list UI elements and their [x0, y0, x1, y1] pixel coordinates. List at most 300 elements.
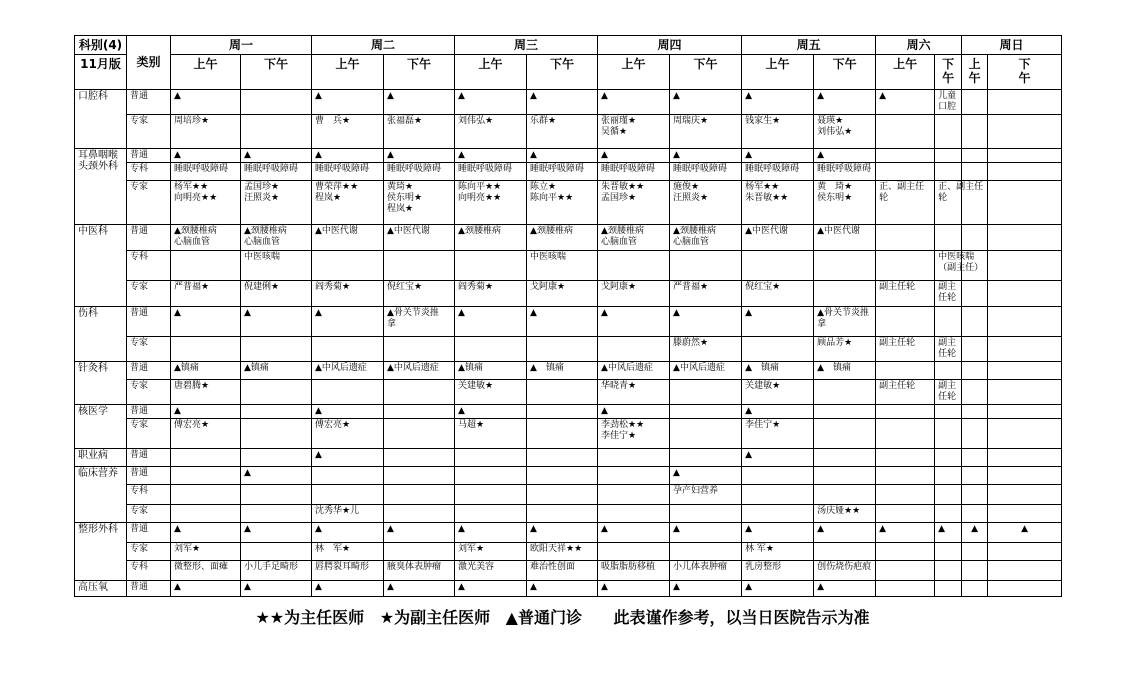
schedule-cell: ▲ — [742, 523, 814, 543]
header-row-weekdays — [75, 36, 1062, 55]
cell-text-line: 黄 琦★ — [817, 182, 853, 192]
schedule-cell: 曹 兵★ — [312, 115, 384, 149]
schedule-cell — [384, 467, 455, 485]
schedule-cell: 周瑞庆★ — [670, 115, 742, 149]
cell-text-line: 张丽瑾★ — [601, 116, 637, 126]
schedule-cell — [988, 485, 1062, 505]
schedule-cell — [814, 380, 876, 405]
schedule-cell — [670, 505, 742, 523]
schedule-cell — [935, 225, 962, 251]
schedule-cell — [935, 505, 962, 523]
schedule-cell — [312, 251, 384, 281]
schedule-cell: ▲ — [988, 523, 1062, 543]
schedule-row — [75, 181, 1062, 225]
schedule-cell — [742, 181, 814, 225]
schedule-cell — [988, 163, 1062, 181]
schedule-cell — [962, 561, 988, 581]
schedule-cell — [384, 543, 455, 561]
schedule-cell — [988, 181, 1062, 225]
cell-text-line: 侯东明★ — [817, 193, 853, 203]
clinic-category: 专家 — [127, 380, 171, 405]
category-column-header: 类别 — [127, 36, 171, 90]
schedule-cell: ▲ — [814, 581, 876, 597]
schedule-cell — [241, 405, 312, 419]
schedule-cell — [598, 115, 670, 149]
schedule-cell — [742, 337, 814, 362]
weekday-header: 周日 — [962, 36, 1062, 55]
weekday-header: 周六 — [876, 36, 962, 55]
schedule-cell: ▲ 镇痛 — [742, 362, 814, 380]
cell-text-line: 程岚★ — [387, 204, 414, 214]
cell-text-line: 向明亮★★ — [458, 193, 502, 203]
legend-chief-physician: ★★为主任医师 — [255, 608, 365, 627]
schedule-cell: 李佳宁★ — [742, 419, 814, 449]
schedule-cell: 副主任轮 — [935, 337, 962, 362]
schedule-cell — [962, 362, 988, 380]
schedule-cell: 华晓青★ — [598, 380, 670, 405]
schedule-cell — [935, 251, 984, 281]
schedule-cell: ▲ — [171, 405, 241, 419]
cell-text-line: 头颈外科 — [78, 161, 118, 172]
schedule-cell — [241, 485, 312, 505]
schedule-cell: ▲ — [527, 307, 598, 337]
morning-header: 上午 — [455, 55, 527, 90]
schedule-cell — [670, 419, 742, 449]
cell-text-line: 陈向平★★ — [458, 182, 502, 192]
schedule-cell: 副主任轮 — [876, 281, 935, 307]
header-row-halfdays — [75, 55, 1062, 90]
clinic-category: 专家 — [127, 337, 171, 362]
schedule-cell: 中医咳喘 — [241, 251, 312, 281]
cell-text-line: 正、副主任 — [938, 182, 984, 192]
schedule-cell: ▲中医代谢 — [312, 225, 384, 251]
schedule-cell — [935, 467, 962, 485]
schedule-cell: 副主任轮 — [876, 337, 935, 362]
schedule-cell — [527, 419, 598, 449]
schedule-cell — [527, 181, 598, 225]
schedule-cell — [455, 505, 527, 523]
clinic-category: 普通 — [127, 405, 171, 419]
month-version-label: 11月版 — [75, 55, 127, 90]
schedule-cell: ▲ — [171, 90, 241, 115]
schedule-cell — [876, 581, 935, 597]
schedule-cell — [962, 419, 988, 449]
clinic-category: 专家 — [127, 281, 171, 307]
cell-text-line: 下 — [1018, 57, 1031, 71]
schedule-cell: 睡眠呼吸障碍 — [814, 163, 876, 181]
afternoon-header: 下午 — [935, 55, 962, 90]
schedule-cell — [455, 181, 527, 225]
schedule-cell — [670, 225, 742, 251]
schedule-cell: ▲中风后遗症 — [384, 362, 455, 380]
cell-text-line: 心脑血管 — [244, 237, 281, 247]
legend-disclaimer: 此表谨作参考，以当日医院告示为准 — [613, 608, 870, 627]
schedule-cell — [962, 505, 988, 523]
schedule-cell — [670, 380, 742, 405]
schedule-cell — [814, 281, 876, 307]
schedule-cell: ▲颈腰椎病 — [455, 225, 527, 251]
schedule-cell — [312, 467, 384, 485]
schedule-cell: 激光美容 — [455, 561, 527, 581]
schedule-cell: ▲ — [935, 523, 962, 543]
schedule-cell — [962, 449, 988, 467]
schedule-cell: ▲ — [962, 523, 988, 543]
schedule-cell — [962, 337, 988, 362]
schedule-cell — [814, 115, 876, 149]
cell-text-line: 李佳宁★ — [601, 431, 637, 441]
schedule-cell — [876, 467, 935, 485]
schedule-cell — [171, 337, 241, 362]
morning-header: 上午 — [171, 55, 241, 90]
schedule-row — [75, 543, 1062, 561]
schedule-cell — [670, 251, 742, 281]
schedule-row — [75, 505, 1062, 523]
schedule-cell — [742, 505, 814, 523]
schedule-cell — [876, 225, 935, 251]
schedule-cell: ▲ — [670, 581, 742, 597]
cell-text-line: 程岚★ — [315, 193, 342, 203]
schedule-row — [75, 337, 1062, 362]
cell-text-line: 心脑血管 — [601, 237, 638, 247]
cell-text-line: ▲骨关节炎推 — [387, 308, 439, 318]
schedule-cell — [988, 467, 1062, 485]
schedule-cell: ▲中风后遗症 — [598, 362, 670, 380]
schedule-cell — [962, 149, 988, 163]
department-name: 整形外科 — [75, 523, 127, 581]
cell-text-line: 李劲松★★ — [601, 420, 645, 430]
schedule-cell: 关建敏★ — [742, 380, 814, 405]
cell-text-line: 中医咳喘 — [938, 252, 975, 262]
cell-text-line: （副主任） — [938, 263, 984, 273]
schedule-cell — [598, 419, 670, 449]
schedule-cell: ▲ — [312, 149, 384, 163]
schedule-cell: ▲ — [312, 449, 384, 467]
schedule-row — [75, 362, 1062, 380]
weekday-header: 周三 — [455, 36, 598, 55]
schedule-cell: ▲ — [455, 581, 527, 597]
schedule-cell: ▲ — [598, 581, 670, 597]
afternoon-header: 下午 — [384, 55, 455, 90]
legend-general-clinic: ▲普通门诊 — [505, 608, 582, 627]
department-name: 伤科 — [75, 307, 127, 362]
schedule-cell: ▲ — [312, 405, 384, 419]
schedule-cell: ▲ — [598, 523, 670, 543]
schedule-cell — [171, 485, 241, 505]
schedule-cell — [312, 337, 384, 362]
cell-text-line: 午 — [1018, 71, 1031, 85]
schedule-cell — [171, 225, 241, 251]
cell-text-line: 向明亮★★ — [174, 193, 218, 203]
schedule-cell — [814, 485, 876, 505]
schedule-cell — [935, 149, 962, 163]
schedule-cell — [384, 307, 455, 337]
afternoon-header: 下午 — [670, 55, 742, 90]
schedule-cell: 乐群★ — [527, 115, 598, 149]
schedule-cell: ▲ 镇痛 — [814, 362, 876, 380]
morning-header: 上午 — [876, 55, 935, 90]
clinic-category: 专科 — [127, 251, 171, 281]
schedule-cell: 副主任轮 — [876, 380, 935, 405]
cell-text-line: 陈向平★★ — [530, 193, 574, 203]
schedule-cell — [598, 337, 670, 362]
cell-text-line: 曹荣萍★★ — [315, 182, 359, 192]
schedule-cell: ▲ — [171, 523, 241, 543]
schedule-cell: ▲ — [742, 405, 814, 419]
schedule-row — [75, 581, 1062, 597]
clinic-category: 普通 — [127, 523, 171, 543]
schedule-cell: ▲ — [670, 90, 742, 115]
schedule-cell — [241, 419, 312, 449]
schedule-cell: 孕产妇营养 — [670, 485, 742, 505]
schedule-cell: 倪红宝★ — [384, 281, 455, 307]
schedule-cell: 小儿手足畸形 — [241, 561, 312, 581]
cell-text-line: 汪照炎★ — [673, 193, 709, 203]
schedule-cell — [962, 90, 988, 115]
schedule-cell: ▲ — [312, 581, 384, 597]
schedule-cell — [988, 149, 1062, 163]
clinic-schedule-table — [74, 35, 1062, 597]
schedule-cell — [455, 449, 527, 467]
schedule-legend — [0, 605, 1135, 628]
schedule-cell — [598, 225, 670, 251]
schedule-cell — [241, 90, 312, 115]
schedule-row — [75, 467, 1062, 485]
schedule-cell — [312, 380, 384, 405]
schedule-cell: 钱家生★ — [742, 115, 814, 149]
department-name: 针灸科 — [75, 362, 127, 405]
schedule-cell — [527, 380, 598, 405]
schedule-cell: 刘伟弘★ — [455, 115, 527, 149]
cell-text-line: 吴循★ — [601, 127, 628, 137]
schedule-cell — [241, 380, 312, 405]
schedule-cell: ▲ — [742, 449, 814, 467]
cell-text-line: 朱晋敏★★ — [745, 193, 789, 203]
schedule-row — [75, 163, 1062, 181]
cell-text-line: 朱晋敏★★ — [601, 182, 645, 192]
schedule-cell — [935, 362, 962, 380]
cell-text-line: ▲颈腰椎病 — [244, 226, 287, 236]
schedule-cell: ▲ — [527, 149, 598, 163]
cell-text-line: 孟国珍★ — [244, 182, 280, 192]
schedule-cell: ▲ — [455, 405, 527, 419]
schedule-cell: ▲中风后遗症 — [312, 362, 384, 380]
cell-text-line: 杨军★★ — [174, 182, 209, 192]
schedule-cell: ▲ — [384, 149, 455, 163]
schedule-cell — [241, 505, 312, 523]
schedule-cell: 欧阳天祥★★ — [527, 543, 598, 561]
department-name: 核医学 — [75, 405, 127, 449]
schedule-cell — [598, 181, 670, 225]
schedule-cell — [876, 362, 935, 380]
schedule-cell: 小儿体表肿瘤 — [670, 561, 742, 581]
schedule-row — [75, 380, 1062, 405]
schedule-cell — [962, 307, 988, 337]
schedule-cell: ▲ — [598, 405, 670, 419]
schedule-cell — [670, 405, 742, 419]
schedule-cell — [935, 405, 962, 419]
schedule-cell: ▲ — [598, 307, 670, 337]
cell-text-line: 施俊★ — [673, 182, 700, 192]
cell-text-line: ▲骨关节炎推 — [817, 308, 869, 318]
department-name: 口腔科 — [75, 90, 127, 149]
schedule-cell — [742, 467, 814, 485]
cell-text-line: 耳鼻咽喉 — [78, 150, 118, 161]
clinic-category: 普通 — [127, 307, 171, 337]
schedule-cell: 睡眠呼吸障碍 — [455, 163, 527, 181]
schedule-row — [75, 115, 1062, 149]
cell-text-line: 杨军★★ — [745, 182, 780, 192]
schedule-cell — [171, 449, 241, 467]
schedule-cell — [988, 281, 1062, 307]
schedule-cell — [988, 90, 1062, 115]
schedule-cell: 乳房整形 — [742, 561, 814, 581]
schedule-cell: ▲中医代谢 — [742, 225, 814, 251]
clinic-category: 普通 — [127, 90, 171, 115]
schedule-cell: 唐碧腾★ — [171, 380, 241, 405]
schedule-cell: 刘军★ — [455, 543, 527, 561]
clinic-category: 专家 — [127, 419, 171, 449]
schedule-cell — [527, 467, 598, 485]
schedule-cell — [935, 181, 984, 225]
cell-text-line: 轮 — [938, 193, 948, 203]
schedule-cell: 戈阿康★ — [598, 281, 670, 307]
schedule-cell — [241, 543, 312, 561]
schedule-cell — [988, 115, 1062, 149]
schedule-cell: ▲ — [312, 90, 384, 115]
schedule-cell — [988, 405, 1062, 419]
schedule-cell — [384, 337, 455, 362]
schedule-cell — [670, 449, 742, 467]
clinic-category: 普通 — [127, 225, 171, 251]
cell-text-line: 黄琦★ — [387, 182, 414, 192]
schedule-cell: 关建敏★ — [455, 380, 527, 405]
schedule-cell — [876, 149, 935, 163]
schedule-cell — [962, 281, 988, 307]
schedule-cell: ▲ — [241, 307, 312, 337]
schedule-cell: ▲ — [455, 90, 527, 115]
schedule-cell — [241, 449, 312, 467]
schedule-cell — [742, 485, 814, 505]
schedule-row — [75, 561, 1062, 581]
schedule-cell — [988, 362, 1062, 380]
schedule-cell: ▲ — [384, 90, 455, 115]
department-name — [75, 149, 127, 225]
morning-header: 上午 — [598, 55, 670, 90]
schedule-cell — [962, 380, 988, 405]
schedule-cell: ▲ — [312, 307, 384, 337]
schedule-cell: ▲ — [241, 467, 312, 485]
schedule-cell — [814, 181, 876, 225]
schedule-row — [75, 449, 1062, 467]
schedule-cell: 睡眠呼吸障碍 — [241, 163, 312, 181]
schedule-cell: 微整形、面瘫 — [171, 561, 241, 581]
schedule-cell — [876, 543, 935, 561]
schedule-cell: ▲ — [670, 467, 742, 485]
schedule-cell: ▲中医代谢 — [384, 225, 455, 251]
schedule-cell — [598, 467, 670, 485]
schedule-cell — [814, 307, 876, 337]
schedule-cell — [598, 543, 670, 561]
schedule-cell: ▲ — [742, 90, 814, 115]
cell-text-line: 聂瑛★ — [817, 116, 844, 126]
schedule-cell — [598, 505, 670, 523]
schedule-cell — [876, 485, 935, 505]
schedule-cell: 周培珍★ — [171, 115, 241, 149]
schedule-cell — [241, 115, 312, 149]
schedule-cell: ▲镇痛 — [171, 362, 241, 380]
schedule-cell: 阎秀菊★ — [312, 281, 384, 307]
schedule-cell — [962, 115, 988, 149]
schedule-cell: 睡眠呼吸障碍 — [670, 163, 742, 181]
schedule-cell: 马超★ — [455, 419, 527, 449]
schedule-cell — [598, 251, 670, 281]
schedule-cell: 创伤烧伤疤痕 — [814, 561, 876, 581]
weekday-header: 周一 — [171, 36, 312, 55]
schedule-cell — [527, 485, 598, 505]
clinic-category: 普通 — [127, 581, 171, 597]
schedule-cell: 唇腭裂耳畸形 — [312, 561, 384, 581]
schedule-cell — [988, 251, 1062, 281]
schedule-cell — [241, 225, 312, 251]
schedule-cell: ▲ — [171, 307, 241, 337]
schedule-cell — [876, 449, 935, 467]
schedule-cell: 睡眠呼吸障碍 — [742, 163, 814, 181]
schedule-cell — [814, 419, 876, 449]
schedule-cell: 儿童口腔 — [935, 90, 962, 115]
schedule-cell: ▲ — [670, 307, 742, 337]
schedule-cell: 严普福★ — [171, 281, 241, 307]
schedule-cell: ▲ — [455, 307, 527, 337]
cell-text-line: 午 — [968, 71, 981, 85]
cell-text-line: 孟国珍★ — [601, 193, 637, 203]
schedule-cell — [935, 419, 962, 449]
cell-text-line: 正、副主任 — [879, 182, 925, 192]
cell-text-line: 刘伟弘★ — [817, 127, 853, 137]
department-name: 职业病 — [75, 449, 127, 467]
schedule-cell: 腋臭体表肿瘤 — [384, 561, 455, 581]
schedule-cell: 傅宏亮★ — [171, 419, 241, 449]
schedule-cell — [962, 225, 988, 251]
schedule-cell: ▲颈腰椎病 — [527, 225, 598, 251]
schedule-cell: ▲ — [670, 149, 742, 163]
schedule-cell: 睡眠呼吸障碍 — [598, 163, 670, 181]
cell-text-line: 汪照炎★ — [244, 193, 280, 203]
schedule-cell — [935, 163, 962, 181]
clinic-category: 普通 — [127, 449, 171, 467]
schedule-cell — [988, 543, 1062, 561]
cell-text-line: ▲颈腰椎病 — [673, 226, 716, 236]
schedule-cell — [312, 485, 384, 505]
schedule-cell — [527, 505, 598, 523]
schedule-cell — [876, 115, 935, 149]
afternoon-header: 下午 — [814, 55, 876, 90]
schedule-row — [75, 405, 1062, 419]
clinic-category: 专家 — [127, 115, 171, 149]
schedule-cell — [962, 405, 988, 419]
schedule-cell — [988, 449, 1062, 467]
schedule-cell: ▲ 镇痛 — [527, 362, 598, 380]
schedule-cell: 副主任轮 — [935, 380, 962, 405]
schedule-row — [75, 523, 1062, 543]
schedule-cell — [670, 181, 742, 225]
dept-column-header: 科别(4) — [75, 36, 127, 55]
schedule-cell — [384, 419, 455, 449]
weekday-header: 周五 — [742, 36, 876, 55]
schedule-cell — [742, 251, 814, 281]
morning-header: 上午 — [742, 55, 814, 90]
schedule-cell: 滕蔚然★ — [670, 337, 742, 362]
schedule-cell: 严普福★ — [670, 281, 742, 307]
